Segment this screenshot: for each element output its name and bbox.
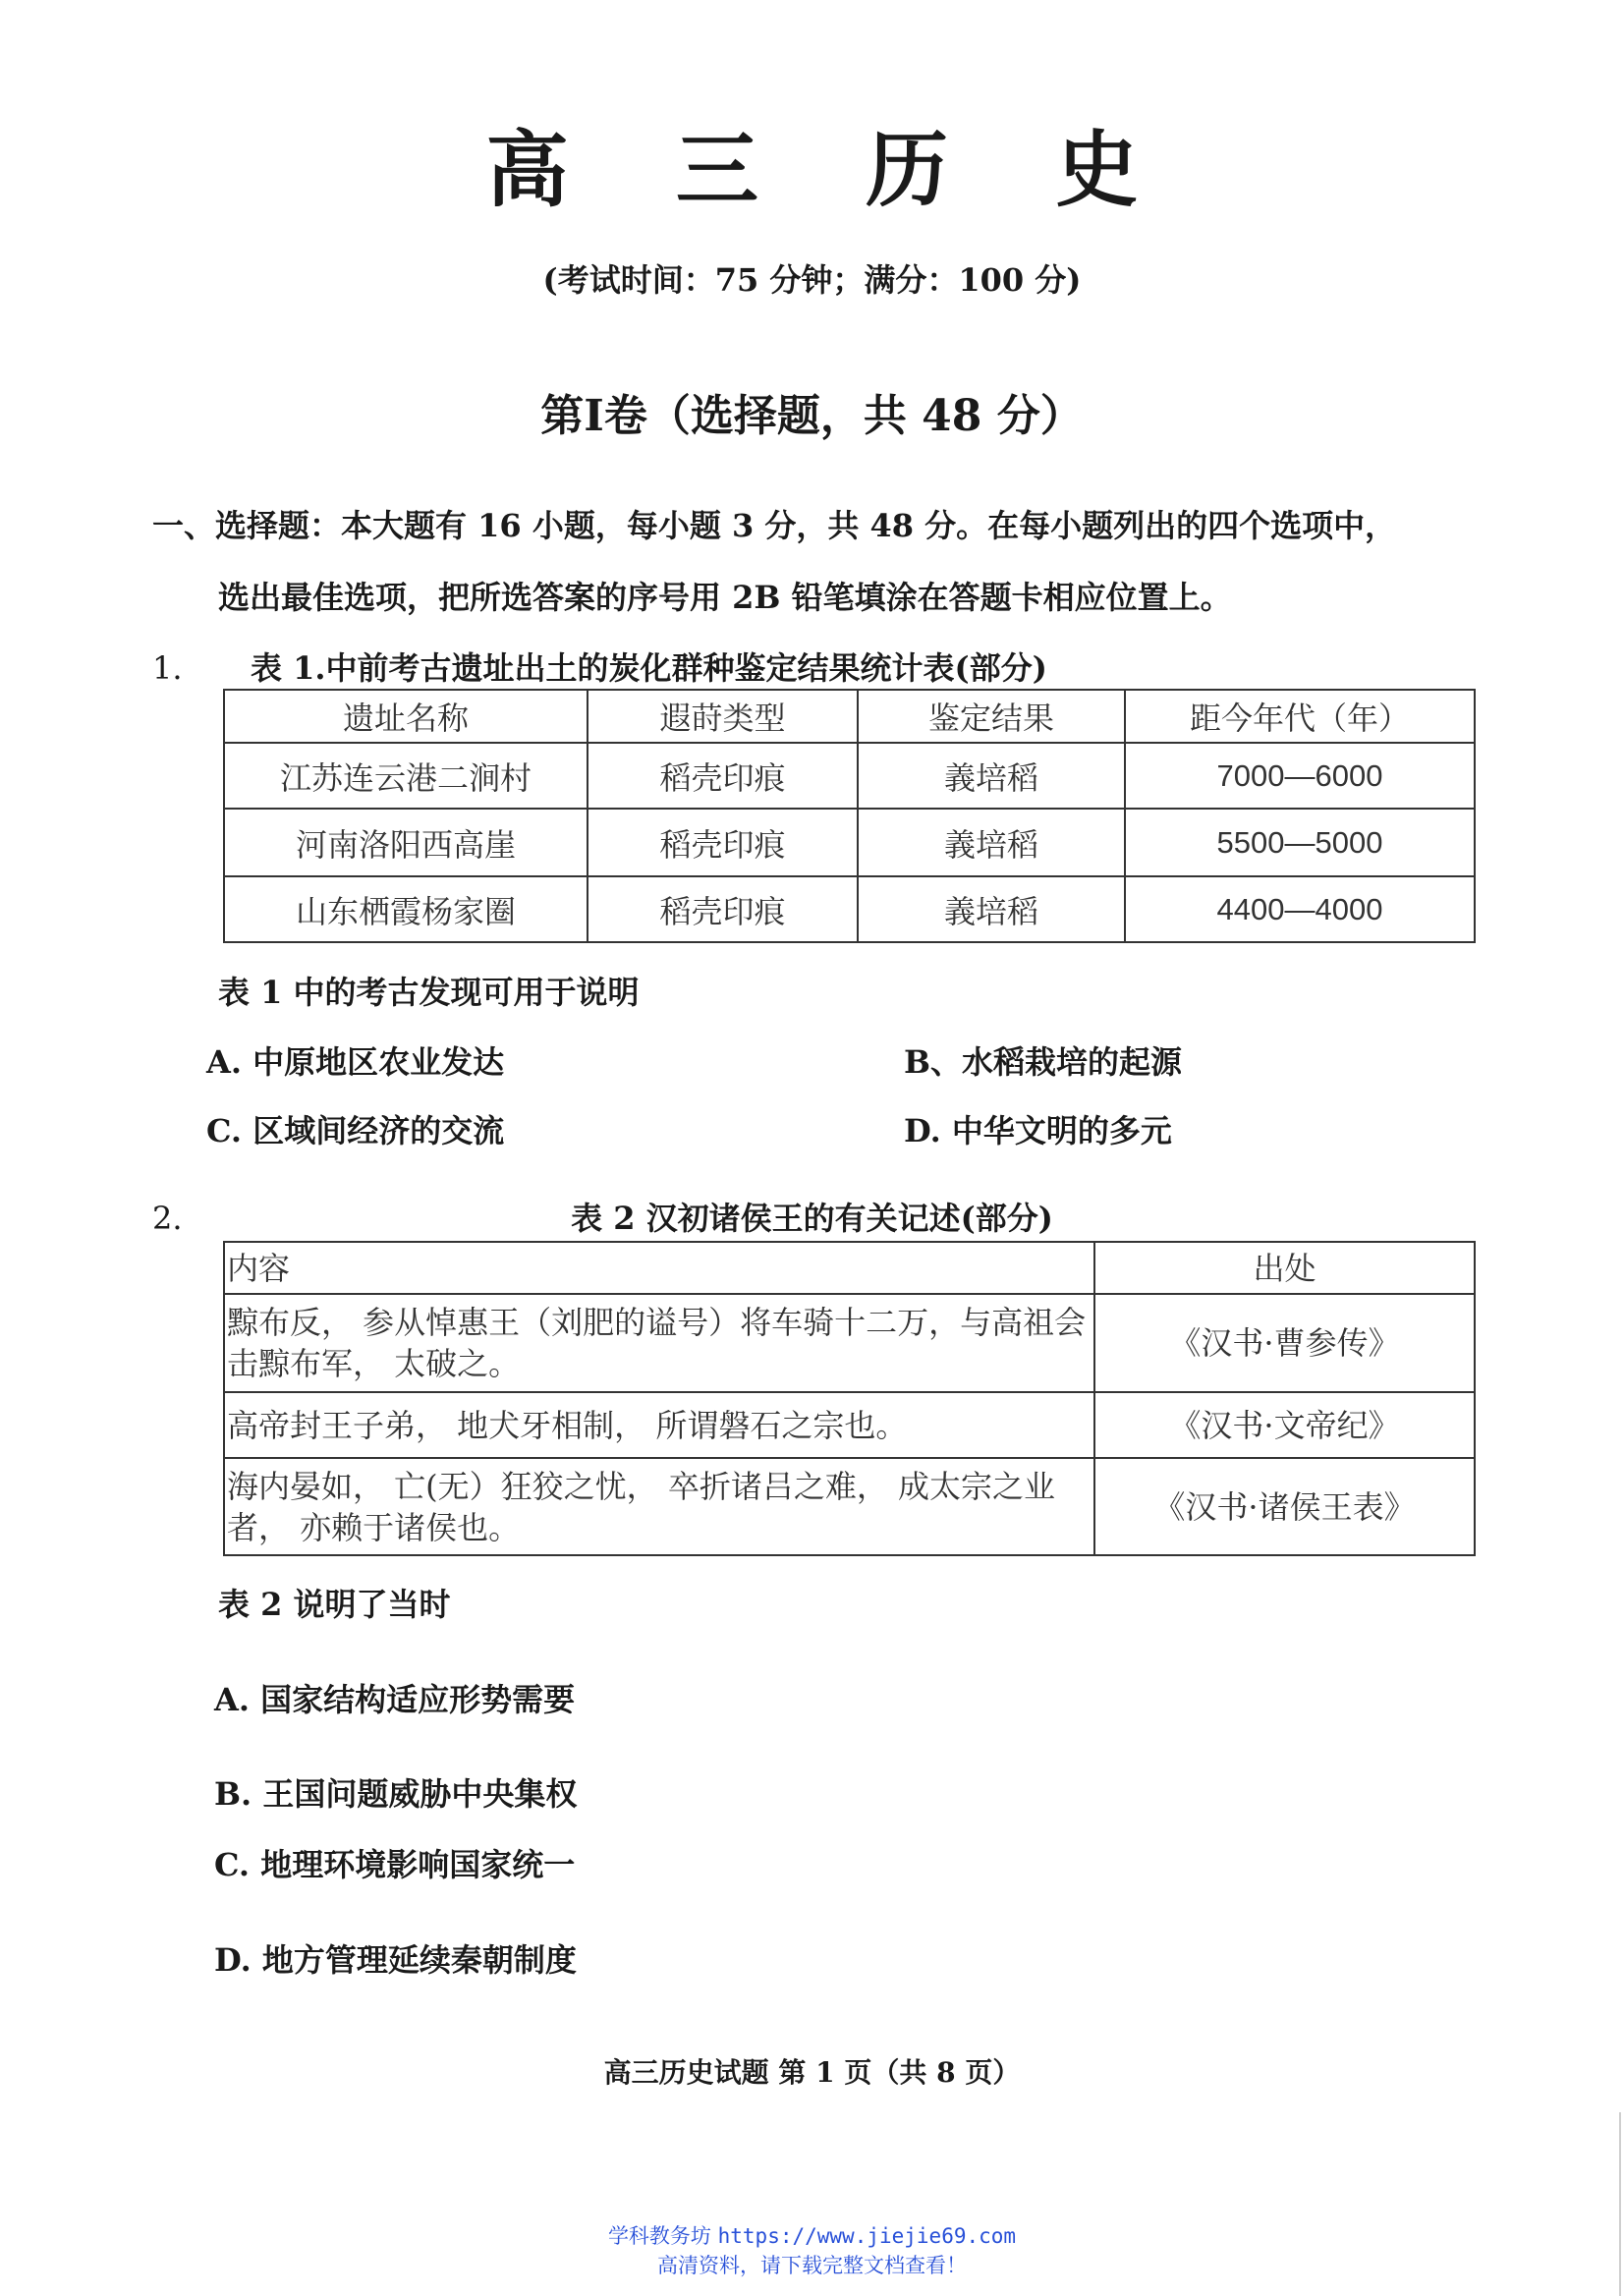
remains-type-cell: 稻壳印痕 [588,876,858,942]
table-row [224,1392,1475,1458]
record-source-cell: 《汉书·曹参传》 [1094,1294,1475,1392]
table-header-cell: 出处 [1094,1242,1475,1294]
table-row [224,1294,1475,1392]
site-name-cell: 河南洛阳西高崖 [224,809,588,876]
question-1-table [223,689,1476,943]
result-cell: 義培稻 [858,876,1125,942]
exam-duration-and-score: (考试时间：75 分钟；满分：100 分) [542,261,1082,299]
table-row [224,876,1475,942]
site-name-cell: 山东栖霞杨家圈 [224,876,588,942]
instructions-line-2: 选出最佳选项，把所选答案的序号用 2B 铅笔填涂在答题卡相应位置上。 [218,579,1232,616]
page-edge-divider [1619,2112,1621,2296]
question-2-option-d: D. 地方管理延续秦朝制度 [214,1941,577,1979]
table-header-cell: 遐莳类型 [588,690,858,743]
table-row [224,743,1475,809]
remains-type-cell: 稻壳印痕 [588,809,858,876]
watermark-site-name: 学科教务坊 [607,2224,711,2248]
table-row [224,809,1475,876]
instructions-line-1: 一、选择题：本大题有 16 小题，每小题 3 分，共 48 分。在每小题列出的四个选项中， [152,507,1397,544]
question-1-option-d: D. 中华文明的多元 [904,1112,1172,1149]
result-cell: 義培稻 [858,743,1125,809]
question-2-option-c: C. 地理环境影响国家统一 [214,1846,576,1883]
question-1-option-c: C. 区域间经济的交流 [206,1112,505,1149]
table-header-cell: 距今年代（年） [1125,690,1475,743]
watermark-site [0,2221,1624,2251]
age-cell: 5500—5000 [1125,809,1475,876]
question-1-stem: 表 1 中的考古发现可用于说明 [218,974,640,1011]
remains-type-cell: 稻壳印痕 [588,743,858,809]
site-name-cell: 江苏连云港二涧村 [224,743,588,809]
record-content-cell: 海内晏如， 亡(无）狂狡之忧， 卒折诸吕之难， 成太宗之业者， 亦赖于诸侯也。 [224,1458,1094,1555]
question-2-option-b: B. 王国问题威胁中央集权 [214,1775,578,1813]
question-2-option-a: A. 国家结构适应形势需要 [214,1681,576,1718]
question-2-stem: 表 2 说明了当时 [218,1586,451,1623]
age-cell: 4400—4000 [1125,876,1475,942]
table-header-cell: 遗址名称 [224,690,588,743]
record-source-cell: 《汉书·文帝纪》 [1094,1392,1475,1458]
question-1-number: 1. [152,649,183,687]
question-2-number: 2. [152,1200,183,1237]
table-header-cell: 鉴定结果 [858,690,1125,743]
record-content-cell: 黥布反， 参从悼惠王（刘肥的谥号）将车骑十二万，与高祖会击黥布军， 太破之。 [224,1294,1094,1392]
age-cell: 7000—6000 [1125,743,1475,809]
record-source-cell: 《汉书·诸侯王表》 [1094,1458,1475,1555]
question-1-option-a: A. 中原地区农业发达 [206,1043,505,1081]
exam-title: 高 三 历 史 [485,121,1178,218]
table-header-row [224,1242,1475,1294]
table-row [224,1458,1475,1555]
watermark-notice: 高清资料，请下载完整文档查看！ [657,2254,967,2277]
watermark-url-link[interactable]: https://www.jiejie69.com [717,2224,1017,2248]
record-content-cell: 高帝封王子弟， 地犬牙相制， 所谓磐石之宗也。 [224,1392,1094,1458]
question-1-option-b: B、水稻栽培的起源 [904,1043,1183,1081]
table-header-row [224,690,1475,743]
section-title: 第Ⅰ卷（选择题，共 48 分） [540,391,1084,441]
question-1-table-caption: 表 1.中前考古遗址出土的炭化群种鉴定结果统计表(部分) [251,649,1047,687]
question-2-table-caption: 表 2 汉初诸侯王的有关记述(部分) [571,1200,1053,1237]
result-cell: 義培稻 [858,809,1125,876]
table-header-cell: 内容 [224,1242,1094,1294]
question-2-table [223,1241,1476,1556]
page-footer: 高三历史试题 第 1 页（共 8 页） [603,2056,1021,2089]
